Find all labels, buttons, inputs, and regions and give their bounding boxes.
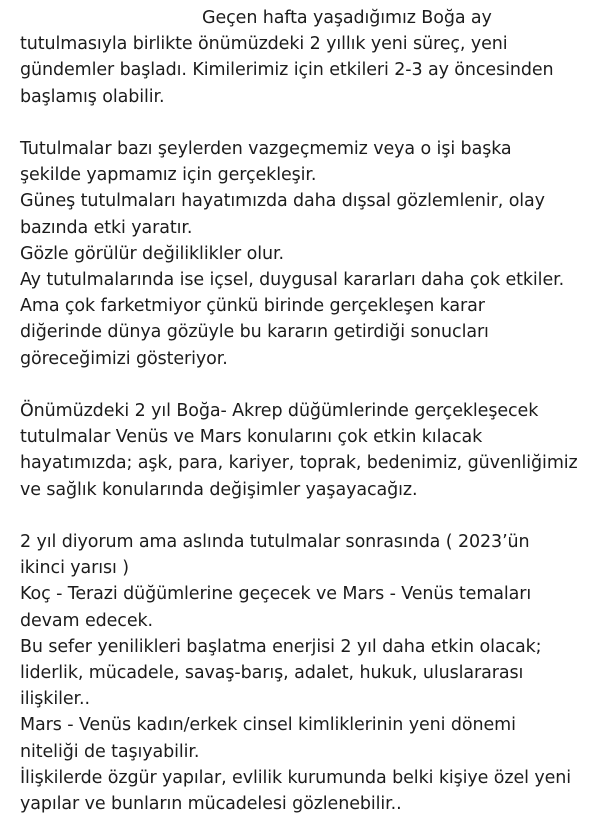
text-line: tutulmasıyla birlikte önümüzdeki 2 yıllık yeni süreç, yeni — [20, 34, 508, 55]
paragraph-4 — [20, 529, 596, 817]
text-line: ve sağlık konularında değişimler yaşayacağız. — [20, 479, 418, 500]
text-line: Gözle görülür değiliklikler olur. — [20, 243, 284, 264]
text-line: niteliği de taşıyabilir. — [20, 741, 200, 762]
text-line: yapılar ve bunların mücadelesi gözlenebilir.. — [20, 794, 402, 815]
text-line: devam edecek. — [20, 610, 153, 631]
text-line: Mars - Venüs kadın/erkek cinsel kimliklerinin yeni dönemi — [20, 715, 516, 736]
text-line: Ama çok farketmiyor çünkü birinde gerçekleşen karar — [20, 296, 485, 317]
text-line: başlamış olabilir. — [20, 86, 165, 107]
text-line: 2 yıl diyorum ama aslında tutulmalar sonrasında ( 2023’ün — [20, 532, 530, 553]
text-line: şekilde yapmamız için gerçekleşir. — [20, 165, 317, 186]
text-line: liderlik, mücadele, savaş-barış, adalet, hukuk, uluslararası — [20, 663, 524, 684]
text-line: bazında etki yaratır. — [20, 217, 193, 238]
text-line: göreceğimizi gösteriyor. — [20, 348, 228, 369]
post-body — [20, 5, 596, 817]
text-line: Güneş tutulmaları hayatımızda daha dışsal gözlemlenir, olay — [20, 191, 545, 212]
text-line: ilişkiler.. — [20, 689, 90, 710]
text-line: tutulmalar Venüs ve Mars konularını çok etkin kılacak — [20, 427, 483, 448]
text-line: gündemler başladı. Kimilerimiz için etkileri 2-3 ay öncesinden — [20, 60, 554, 81]
text-line: hayatımızda; aşk, para, kariyer, toprak, bedenimiz, güvenliğimiz — [20, 453, 578, 474]
text-line: Geçen hafta yaşadığımız Boğa ay — [202, 8, 492, 28]
text-line: Önümüzdeki 2 yıl Boğa- Akrep düğümlerinde gerçekleşecek — [20, 401, 539, 422]
paragraph-3 — [20, 398, 596, 503]
text-line: Tutulmalar bazı şeylerden vazgeçmemiz veya o işi başka — [20, 139, 512, 159]
text-line: Bu sefer yenilikleri başlatma enerjisi 2 yıl daha etkin olacak; — [20, 636, 542, 657]
paragraph-2 — [20, 136, 596, 372]
text-line: İlişkilerde özgür yapılar, evlilik kurumunda belki kişiye özel yeni — [20, 767, 572, 788]
paragraph-1 — [20, 5, 596, 110]
text-line: ikinci yarısı ) — [20, 558, 130, 579]
text-line: Ay tutulmalarında ise içsel, duygusal kararları daha çok etkiler. — [20, 270, 565, 291]
text-line: diğerinde dünya gözüyle bu kararın getirdiği sonucları — [20, 322, 489, 343]
text-line: Koç - Terazi düğümlerine geçecek ve Mars - Venüs temaları — [20, 584, 532, 605]
